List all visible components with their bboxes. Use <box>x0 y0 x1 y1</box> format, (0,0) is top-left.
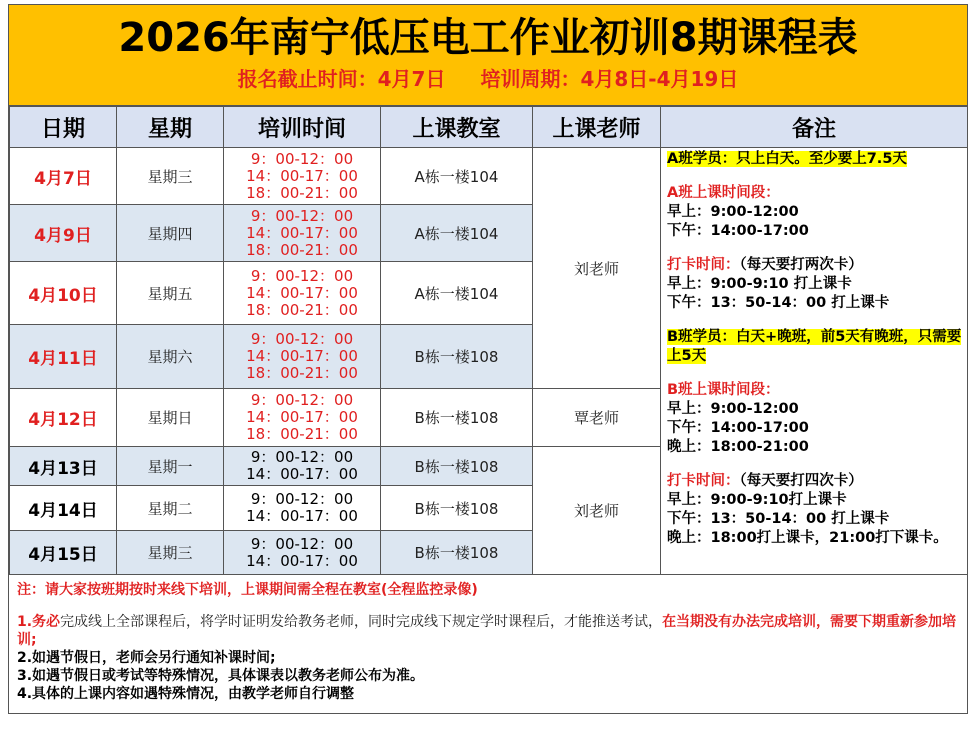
room-cell: B栋一楼108 <box>381 325 533 389</box>
b-clock-note: （每天要打四次卡） <box>739 473 863 489</box>
time-cell <box>224 389 381 447</box>
b-clock-afternoon: 下午：13：50-14：00 打上课卡 <box>667 511 890 527</box>
b-evening: 晚上：18:00-21:00 <box>667 439 809 455</box>
date-cell: 4月7日 <box>10 148 117 205</box>
table-header-row <box>10 107 968 148</box>
b-class-note: B班学员：白天+晚班，前5天有晚班，只需要上5天 <box>667 329 962 364</box>
b-clock-title: 打卡时间： <box>667 473 740 489</box>
b-afternoon: 下午：14:00-17:00 <box>667 420 809 436</box>
footer-item-1-warning: 在当期没有办法完成培训，需要下期重新参加培训; <box>17 614 957 648</box>
time-slot: 14：00-17：00 <box>246 166 358 185</box>
a-morning: 早上：9:00-12:00 <box>667 204 799 220</box>
registration-deadline: 报名截止时间：4月7日 <box>237 67 446 91</box>
time-slot: 18：00-21：00 <box>246 183 358 202</box>
time-slot: 14：00-17：00 <box>246 551 358 570</box>
weekday-cell: 星期一 <box>117 447 224 486</box>
room-cell: A栋一楼104 <box>381 148 533 205</box>
notes-cell <box>661 148 968 575</box>
schedule-table <box>9 106 968 575</box>
training-period: 培训周期：4月8日-4月19日 <box>480 67 739 91</box>
a-clock-title: 打卡时间： <box>667 257 740 273</box>
footer-item-1-body: 完成线上全部课程后，将学时证明发给教务老师，同时完成线下规定学时课程后，才能推送考试， <box>60 614 663 630</box>
time-slot: 9：00-12：00 <box>250 448 354 466</box>
footer-notes <box>9 575 967 703</box>
time-slot: 14：00-17：00 <box>246 347 358 365</box>
time-cell <box>224 325 381 389</box>
footer-notice: 注：请大家按班期按时来线下培训，上课期间需全程在教室(全程监控录像) <box>17 582 478 598</box>
time-slot: 9：00-12：00 <box>250 330 354 348</box>
col-header-notes: 备注 <box>661 107 968 148</box>
date-cell: 4月10日 <box>10 262 117 325</box>
weekday-cell: 星期三 <box>117 531 224 575</box>
time-slot: 14：00-17：00 <box>246 465 358 483</box>
date-cell: 4月9日 <box>10 205 117 262</box>
time-slot: 9：00-12：00 <box>250 391 354 409</box>
b-clock-evening: 晚上：18:00打上课卡，21:00打下课卡。 <box>667 530 948 546</box>
footer-item-1-lead: 1.务必 <box>17 614 61 630</box>
room-cell: A栋一楼104 <box>381 205 533 262</box>
room-cell: A栋一楼104 <box>381 262 533 325</box>
room-cell: B栋一楼108 <box>381 531 533 575</box>
teacher-cell: 刘老师 <box>533 148 661 389</box>
b-morning: 早上：9:00-12:00 <box>667 401 799 417</box>
time-slot: 18：00-21：00 <box>246 300 358 319</box>
subtitle <box>9 65 967 93</box>
date-cell: 4月13日 <box>10 447 117 486</box>
col-header-room: 上课教室 <box>381 107 533 148</box>
table-row <box>10 148 968 205</box>
time-cell <box>224 486 381 531</box>
time-slot: 14：00-17：00 <box>246 223 358 242</box>
time-cell <box>224 447 381 486</box>
room-cell: B栋一楼108 <box>381 447 533 486</box>
col-header-weekday: 星期 <box>117 107 224 148</box>
weekday-cell: 星期六 <box>117 325 224 389</box>
weekday-cell: 星期三 <box>117 148 224 205</box>
time-cell <box>224 531 381 575</box>
a-clock-afternoon: 下午：13：50-14：00 打上课卡 <box>667 295 890 311</box>
footer-item-3: 3.如遇节假日或考试等特殊情况，具体课表以教务老师公布为准。 <box>17 668 425 684</box>
time-slot: 18：00-21：00 <box>246 425 358 443</box>
time-slot: 14：00-17：00 <box>246 283 358 302</box>
room-cell: B栋一楼108 <box>381 389 533 447</box>
time-cell <box>224 148 381 205</box>
title-banner <box>9 5 967 106</box>
b-clock-morning: 早上：9:00-9:10打上课卡 <box>667 492 847 508</box>
time-slot: 9：00-12：00 <box>250 206 354 225</box>
schedule-sheet <box>8 4 968 714</box>
b-hours-title: B班上课时间段： <box>667 382 780 398</box>
time-slot: 9：00-12：00 <box>250 149 354 168</box>
time-slot: 9：00-12：00 <box>250 490 354 508</box>
weekday-cell: 星期五 <box>117 262 224 325</box>
weekday-cell: 星期日 <box>117 389 224 447</box>
date-cell: 4月11日 <box>10 325 117 389</box>
footer-item-1 <box>17 613 959 649</box>
a-clock-morning: 早上：9:00-9:10 打上课卡 <box>667 276 852 292</box>
time-cell <box>224 205 381 262</box>
col-header-date: 日期 <box>10 107 117 148</box>
a-hours-title: A班上课时间段： <box>667 185 780 201</box>
date-cell: 4月14日 <box>10 486 117 531</box>
room-cell: B栋一楼108 <box>381 486 533 531</box>
time-slot: 9：00-12：00 <box>250 266 354 285</box>
a-clock-note: （每天要打两次卡） <box>739 257 863 273</box>
weekday-cell: 星期四 <box>117 205 224 262</box>
date-cell: 4月12日 <box>10 389 117 447</box>
a-class-note: A班学员：只上白天。至少要上7.5天 <box>667 151 907 167</box>
col-header-teacher: 上课老师 <box>533 107 661 148</box>
page-title: 2026年南宁低压电工作业初训8期课程表 <box>118 15 858 61</box>
time-cell <box>224 262 381 325</box>
time-slot: 9：00-12：00 <box>250 534 354 553</box>
footer-item-4: 4.具体的上课内容如遇特殊情况，由教学老师自行调整 <box>17 686 355 702</box>
time-slot: 14：00-17：00 <box>246 507 358 525</box>
teacher-cell: 覃老师 <box>533 389 661 447</box>
teacher-cell: 刘老师 <box>533 447 661 575</box>
col-header-time: 培训时间 <box>224 107 381 148</box>
time-slot: 18：00-21：00 <box>246 364 358 382</box>
a-afternoon: 下午：14:00-17:00 <box>667 223 809 239</box>
weekday-cell: 星期二 <box>117 486 224 531</box>
footer-item-2: 2.如遇节假日，老师会另行通知补课时间; <box>17 650 276 666</box>
time-slot: 14：00-17：00 <box>246 408 358 426</box>
date-cell: 4月15日 <box>10 531 117 575</box>
time-slot: 18：00-21：00 <box>246 240 358 259</box>
